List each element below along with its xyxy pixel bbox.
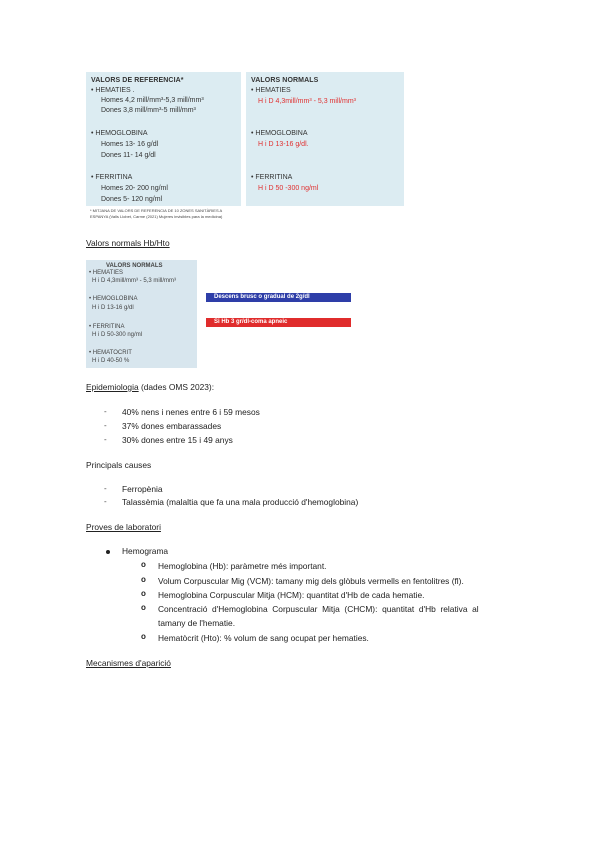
circle-bullet-icon: o xyxy=(141,589,146,598)
epi-item: 40% nens i nenes entre 6 i 59 mesos xyxy=(122,407,260,417)
ref-hematies: • HEMATIES . xyxy=(91,87,135,94)
hemograma-subitem: Hematòcrit (Hto): % volum de sang ocupat per hematies. xyxy=(158,633,369,643)
ref-footnote-1: * MITJANA DE VALORS DE REFERENCIA DE 10 ZONES SANITÀRIES A xyxy=(90,208,223,213)
circle-bullet-icon: o xyxy=(141,575,146,584)
ref-ferr-homes: Homes 20- 200 ng/ml xyxy=(101,185,168,192)
norm-hematies: • HEMATIES xyxy=(251,87,291,94)
small-ferritina: • FERRITINA xyxy=(89,324,125,330)
norm-hemo-val: H i D 13-16 g/dl. xyxy=(258,141,309,148)
hemograma-subitem: Hemoglobina Corpuscular Mitja (HCM): quantitat d'Hb de cada hematie. xyxy=(158,590,425,600)
small-hematocrit: • HEMATOCRIT xyxy=(89,350,132,356)
norm-box-title: VALORS NORMALS xyxy=(251,77,319,84)
hemograma-subitem: Concentració d'Hemoglobina Corpuscular Mitja (CHCM): quantitat d'Hb relativa al xyxy=(158,604,479,614)
small-hematies: • HEMATIES xyxy=(89,270,124,276)
ref-footnote-2: ESPANYA (Valls Llobet, Carme (2021) Mujeres invisibles para la medicina) xyxy=(90,214,223,219)
dash-icon: - xyxy=(104,484,107,493)
blue-label-bar: Descens brusc o gradual de 2g/dl xyxy=(206,293,351,302)
ref-ferritina: • FERRITINA xyxy=(91,174,133,181)
heading-hb-hto: Valors normals Hb/Hto xyxy=(86,238,170,248)
small-hto-val: H i D 40-50 % xyxy=(92,358,130,364)
hemograma-item: Hemograma xyxy=(122,546,169,556)
cause-item: Ferropènia xyxy=(122,484,163,494)
epi-item: 37% dones embarassades xyxy=(122,421,222,431)
circle-bullet-icon: o xyxy=(141,632,146,641)
cause-item: Talassèmia (malaltia que fa una mala producció d'hemoglobina) xyxy=(122,497,359,507)
red-label-bar: Si Hb 3 gr/dl-coma apneic xyxy=(206,318,351,327)
ref-hematies-homes: Homes 4,2 mill/mm³-5,3 mill/mm³ xyxy=(101,97,204,104)
small-hematies-val: H i D 4,3mill/mm³ - 5,3 mill/mm³ xyxy=(92,278,176,284)
small-hemo-val: H i D 13-16 g/dl xyxy=(92,305,134,311)
epidemiologia-heading: Epidemiologia (dades OMS 2023): xyxy=(86,382,215,392)
norm-ferritina: • FERRITINA xyxy=(251,174,293,181)
ref-hemo-dones: Dones 11- 14 g/dl xyxy=(101,152,156,159)
small-ferr-val: H i D 50-300 ng/ml xyxy=(92,332,143,338)
norm-ferr-val: H i D 50 -300 ng/ml xyxy=(258,185,319,192)
reference-values-box xyxy=(86,72,241,206)
causes-heading: Principals causes xyxy=(86,460,152,470)
mecanismes-heading: Mecanismes d'aparició xyxy=(86,658,171,668)
epi-item: 30% dones entre 15 i 49 anys xyxy=(122,435,233,445)
dash-icon: - xyxy=(104,407,107,416)
dash-icon: - xyxy=(104,421,107,430)
small-hemoglobina: • HEMOGLOBINA xyxy=(89,296,138,302)
hemograma-subitem-cont: tamany de l'hematie. xyxy=(158,618,236,628)
bullet-icon xyxy=(106,550,110,554)
ref-hematies-dones: Dones 3,8 mill/mm³-5 mill/mm³ xyxy=(101,107,196,114)
circle-bullet-icon: o xyxy=(141,560,146,569)
norm-hematies-val: H i D 4,3mill/mm³ - 5,3 mill/mm³ xyxy=(258,98,356,105)
ref-ferr-dones: Dones 5- 120 ng/ml xyxy=(101,196,163,203)
ref-hemoglobina: • HEMOGLOBINA xyxy=(91,130,148,137)
hemograma-subitem: Volum Corpuscular Mig (VCM): tamany mig dels glòbuls vermells en fentolitres (fl). xyxy=(158,576,464,586)
small-box-title: VALORS NORMALS xyxy=(106,263,163,269)
ref-box-title: VALORS DE REFERENCIA* xyxy=(91,77,184,84)
small-normal-values-box xyxy=(86,260,197,368)
dash-icon: - xyxy=(104,497,107,506)
proves-heading: Proves de laboratori xyxy=(86,522,161,532)
ref-hemo-homes: Homes 13- 16 g/dl xyxy=(101,141,159,148)
norm-hemoglobina: • HEMOGLOBINA xyxy=(251,130,308,137)
circle-bullet-icon: o xyxy=(141,603,146,612)
dash-icon: - xyxy=(104,435,107,444)
hemograma-subitem: Hemoglobina (Hb): paràmetre més important. xyxy=(158,561,327,571)
normal-values-box xyxy=(246,72,404,206)
